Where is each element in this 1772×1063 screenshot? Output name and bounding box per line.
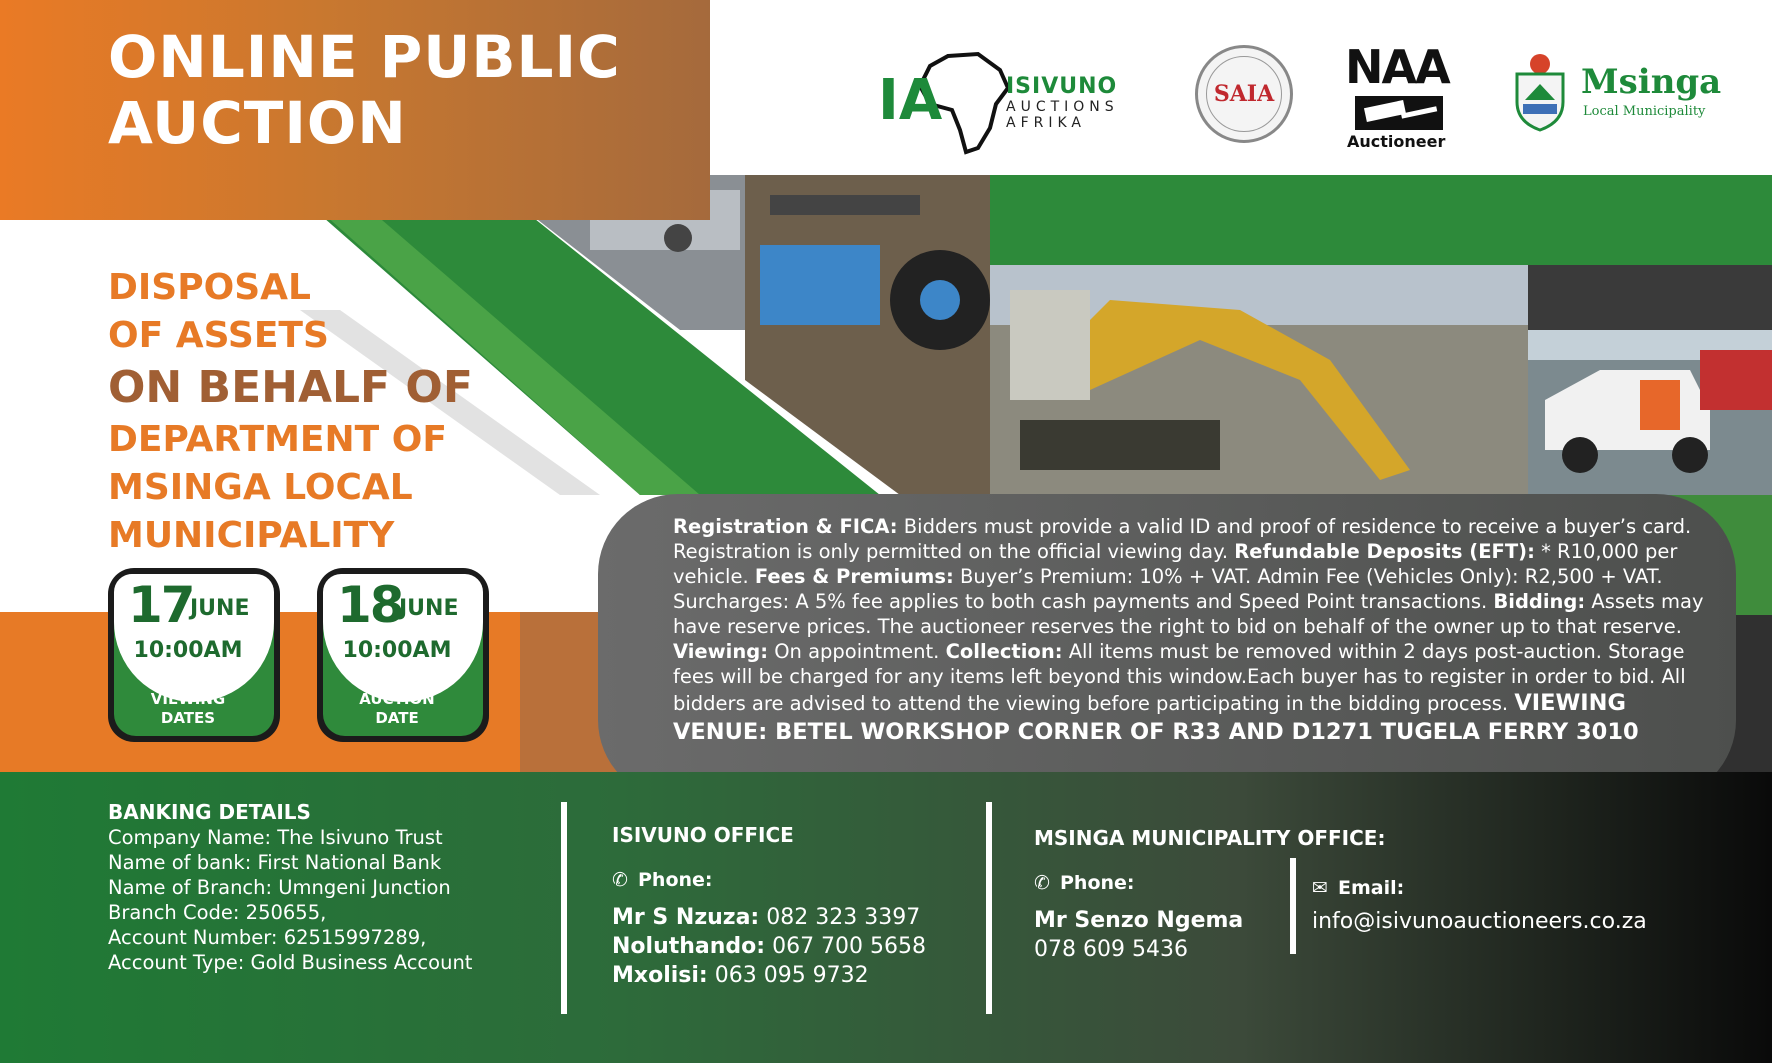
headline-line-5: MSINGA LOCAL bbox=[108, 467, 413, 508]
headline-line-3: ON BEHALF OF bbox=[108, 362, 473, 413]
date-month: JUNE bbox=[190, 596, 250, 621]
crest-icon bbox=[1505, 50, 1575, 134]
date-time: 10:00AM bbox=[342, 638, 452, 663]
date-label-line-2: DATES bbox=[160, 709, 216, 727]
banking-type: Account Type: Gold Business Account bbox=[108, 951, 473, 974]
headline-line-1: DISPOSAL bbox=[108, 267, 311, 308]
terms-deposit-text: * R10,000 per vehicle. bbox=[673, 540, 1678, 588]
terms-collection-text: All items must be removed within 2 days post-auction. Storage fees will be charged for any items left beyond this window.Each buyer has to register in order to bid. All bidders are advised to attend the viewing before participating in the bidding process. bbox=[673, 640, 1686, 715]
terms-collection-label: Collection: bbox=[945, 640, 1063, 663]
headline-line-6: MUNICIPALITY bbox=[108, 515, 395, 556]
terms-registration-text: Bidders must provide a valid ID and proof of residence to receive a buyer’s card. Registration is only permitted on the official viewing day. bbox=[673, 515, 1692, 563]
date-label-line-1: AUCTION bbox=[359, 690, 435, 708]
terms-bidding-label: Bidding: bbox=[1493, 590, 1586, 613]
msinga-contact-number[interactable]: 078 609 5436 bbox=[1034, 937, 1188, 962]
viewing-date-card bbox=[108, 568, 280, 742]
contact-number[interactable]: 067 700 5658 bbox=[765, 934, 927, 959]
date-label bbox=[108, 690, 268, 728]
ia-wordmark bbox=[1006, 74, 1119, 131]
headline-line-4: DEPARTMENT OF bbox=[108, 419, 447, 460]
contact-number[interactable]: 082 323 3397 bbox=[759, 905, 921, 930]
viewing-venue: VIEWING VENUE: BETEL WORKSHOP CORNER OF R33 AND D1271 TUGELA FERRY 3010 bbox=[673, 690, 1639, 745]
banking-bank: Name of bank: First National Bank bbox=[108, 851, 442, 874]
msinga-office-heading: MSINGA MUNICIPALITY OFFICE: bbox=[1034, 826, 1386, 850]
naa-logo bbox=[1345, 40, 1455, 154]
contact-row bbox=[612, 961, 926, 990]
headline bbox=[108, 264, 473, 560]
isivuno-phone-label: Phone: bbox=[638, 869, 713, 891]
isivuno-office bbox=[612, 823, 926, 990]
divider-1 bbox=[561, 802, 567, 1014]
ia-line-1: ISIVUNO bbox=[1006, 74, 1118, 99]
headline-line-2: OF ASSETS bbox=[108, 315, 329, 356]
email-address[interactable]: info@isivunoauctioneers.co.za bbox=[1312, 909, 1647, 934]
banking-details bbox=[108, 800, 472, 975]
title-line-1: ONLINE PUBLIC bbox=[108, 23, 621, 91]
msinga-contact-name: Mr Senzo Ngema bbox=[1034, 908, 1244, 933]
contact-name: Noluthando: bbox=[612, 934, 766, 959]
contact-name: Mxolisi: bbox=[612, 963, 708, 988]
contact-number[interactable]: 063 095 9732 bbox=[707, 963, 869, 988]
photo-excavator bbox=[990, 265, 1528, 495]
terms-viewing-text: On appointment. bbox=[768, 640, 946, 663]
isivuno-office-heading: ISIVUNO OFFICE bbox=[612, 823, 794, 847]
email-label-row bbox=[1312, 877, 1647, 899]
contact-row bbox=[612, 903, 926, 932]
photo-bakkie bbox=[1528, 330, 1772, 495]
date-label bbox=[317, 690, 477, 728]
banking-account: Account Number: 62515997289, bbox=[108, 926, 427, 949]
naa-letters: NAA bbox=[1345, 40, 1449, 94]
banking-branch: Name of Branch: Umngeni Junction bbox=[108, 876, 451, 899]
msinga-name: Msinga bbox=[1581, 62, 1722, 102]
terms-deposit-label: Refundable Deposits (EFT): bbox=[1234, 540, 1535, 563]
date-time: 10:00AM bbox=[133, 638, 243, 663]
ia-line-3: AFRIKA bbox=[1006, 115, 1086, 131]
email-label: Email: bbox=[1338, 877, 1405, 899]
date-label-line-2: DATE bbox=[375, 709, 419, 727]
terms-fees-text: Buyer’s Premium: 10% + VAT. Admin Fee (Vehicles Only): R2,500 + VAT. Surcharges: A 5% fee applies to both cash payments and Speed Point transactions. bbox=[673, 565, 1663, 613]
saia-word: SAIA bbox=[1213, 81, 1275, 107]
naa-caption: Auctioneer bbox=[1347, 132, 1446, 151]
green-band-right bbox=[990, 175, 1772, 265]
isivuno-contacts bbox=[612, 903, 926, 990]
banking-heading: BANKING DETAILS bbox=[108, 800, 311, 824]
date-day: 18 bbox=[337, 576, 403, 634]
phone-icon: ✆ bbox=[612, 869, 628, 891]
ia-letters: IA bbox=[878, 68, 943, 133]
terms-text bbox=[673, 514, 1707, 747]
ia-line-2: AUCTIONS bbox=[1006, 99, 1119, 115]
msinga-logo bbox=[1505, 50, 1725, 140]
terms-bidding-text: Assets may have reserve prices. The auctioneer reserves the right to bid on behalf of the owner up to that reserve. bbox=[673, 590, 1704, 638]
date-day: 17 bbox=[128, 576, 194, 634]
isivuno-logo bbox=[878, 48, 1128, 158]
email-icon: ✉ bbox=[1312, 877, 1328, 899]
phone-icon: ✆ bbox=[1034, 872, 1050, 894]
contact-row bbox=[612, 932, 926, 961]
title-line-2: AUCTION bbox=[108, 89, 407, 157]
banking-code: Branch Code: 250655, bbox=[108, 901, 327, 924]
msinga-sub: Local Municipality bbox=[1583, 104, 1706, 119]
terms-fees-label: Fees & Premiums: bbox=[754, 565, 954, 588]
email-block bbox=[1312, 877, 1647, 936]
msinga-phone-label: Phone: bbox=[1060, 872, 1135, 894]
auction-date-card bbox=[317, 568, 489, 742]
divider-2 bbox=[986, 802, 992, 1014]
banking-company: Company Name: The Isivuno Trust bbox=[108, 826, 443, 849]
isivuno-phone-label-row bbox=[612, 869, 926, 891]
contact-name: Mr S Nzuza: bbox=[612, 905, 760, 930]
date-label-line-1: VIEWING bbox=[150, 690, 226, 708]
terms-viewing-label: Viewing: bbox=[673, 640, 768, 663]
terms-registration-label: Registration & FICA: bbox=[673, 515, 898, 538]
page-title bbox=[108, 24, 621, 156]
saia-logo bbox=[1195, 45, 1293, 143]
gavel-icon bbox=[1355, 96, 1443, 130]
date-month: JUNE bbox=[399, 596, 459, 621]
